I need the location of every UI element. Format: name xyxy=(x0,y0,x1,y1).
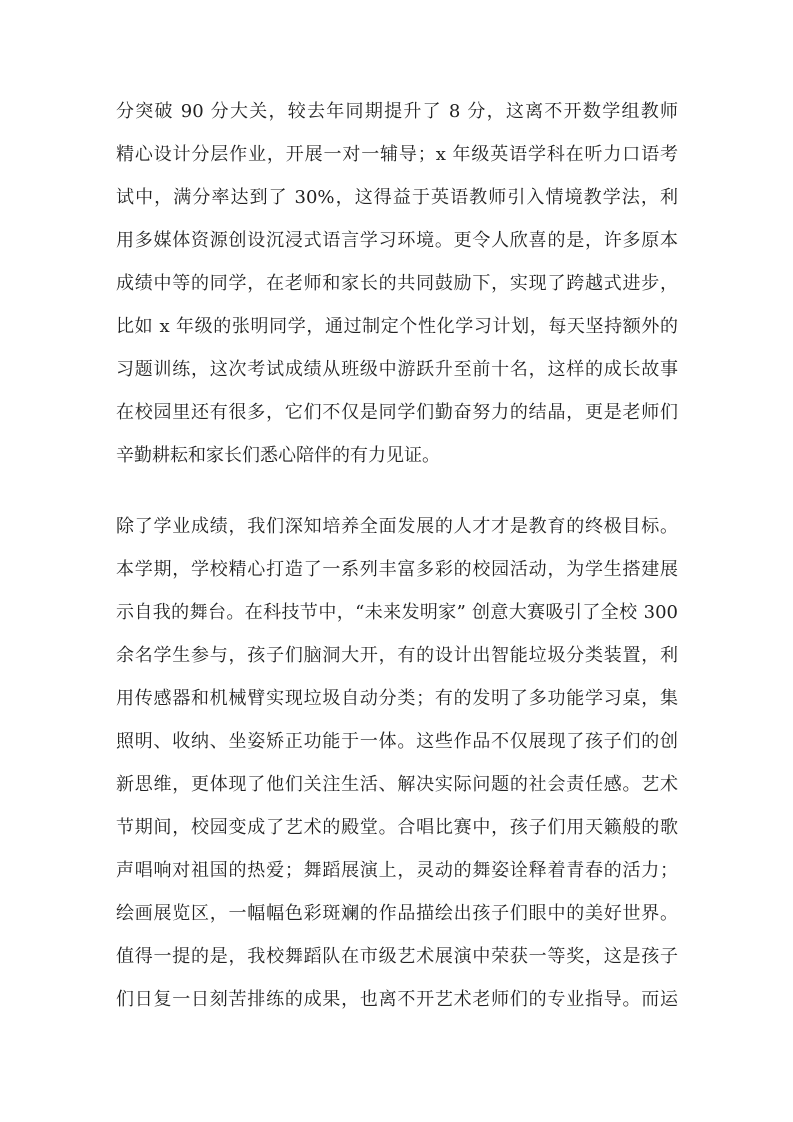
text-line: 习题训练，这次考试成绩从班级中游跃升至前十名，这样的成长故事 xyxy=(116,359,678,380)
text-line: 示自我的舞台。在科技节中，“未来发明家” 创意大赛吸引了全校 300 xyxy=(116,602,678,623)
text-line: 节期间，校园变成了艺术的殿堂。合唱比赛中，孩子们用天籁般的歌 xyxy=(116,817,678,838)
text-line: 照明、收纳、坐姿矫正功能于一体。这些作品不仅展现了孩子们的创 xyxy=(116,731,678,752)
text-line: 分突破 90 分大关，较去年同期提升了 8 分，这离不开数学组教师 xyxy=(116,101,678,122)
text-line: 用传感器和机械臂实现垃圾自动分类；有的发明了多功能学习桌，集 xyxy=(116,688,678,709)
text-line: 们日复一日刻苦排练的成果，也离不开艺术老师们的专业指导。而运 xyxy=(116,989,678,1010)
text-line: 成绩中等的同学，在老师和家长的共同鼓励下，实现了跨越式进步， xyxy=(116,273,678,294)
text-line: 精心设计分层作业，开展一对一辅导；x 年级英语学科在听力口语考 xyxy=(116,144,678,165)
text-line: 在校园里还有很多，它们不仅是同学们勤奋努力的结晶，更是老师们 xyxy=(116,402,678,423)
text-line: 辛勤耕耘和家长们悉心陪伴的有力见证。 xyxy=(116,445,440,466)
text-line: 新思维，更体现了他们关注生活、解决实际问题的社会责任感。艺术 xyxy=(116,774,678,795)
text-line: 绘画展览区，一幅幅色彩斑斓的作品描绘出孩子们眼中的美好世界。 xyxy=(116,903,678,924)
paragraph-academic-results xyxy=(116,90,678,477)
text-line: 本学期，学校精心打造了一系列丰富多彩的校园活动，为学生搭建展 xyxy=(116,559,678,580)
paragraph-campus-activities xyxy=(116,505,678,1021)
text-line: 用多媒体资源创设沉浸式语言学习环境。更令人欣喜的是，许多原本 xyxy=(116,230,678,251)
text-line: 值得一提的是，我校舞蹈队在市级艺术展演中荣获一等奖，这是孩子 xyxy=(116,946,678,967)
text-line: 余名学生参与，孩子们脑洞大开，有的设计出智能垃圾分类装置，利 xyxy=(116,645,678,666)
text-line: 除了学业成绩，我们深知培养全面发展的人才才是教育的终极目标。 xyxy=(116,516,678,537)
text-line: 声唱响对祖国的热爱；舞蹈展演上，灵动的舞姿诠释着青春的活力； xyxy=(116,860,678,881)
text-line: 比如 x 年级的张明同学，通过制定个性化学习计划，每天坚持额外的 xyxy=(116,316,678,337)
text-line: 试中，满分率达到了 30%，这得益于英语教师引入情境教学法，利 xyxy=(116,187,678,208)
